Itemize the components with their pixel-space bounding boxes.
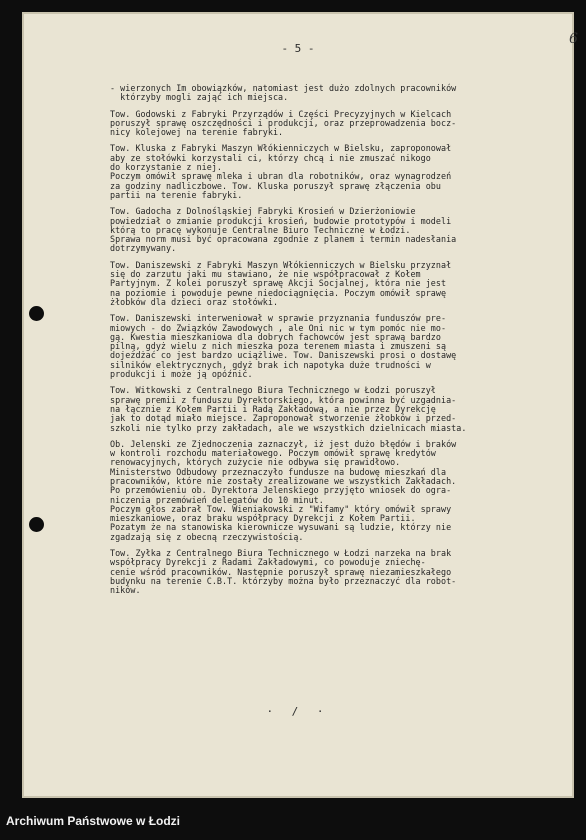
text-line: Ob. Jelenski ze Zjednoczenia zaznaczył, iż jest dużo błędów i braków <box>110 438 457 449</box>
page-number: - 5 - <box>281 42 315 55</box>
text-line: sprawę premii z funduszu Dyrektorskiego, która powinna być uzgadnia- <box>110 394 457 405</box>
end-mark: · / · <box>266 705 330 718</box>
text-line: renowacyjnych, których zużycie nie odbywa się prawidłowo. <box>110 457 401 468</box>
text-line: - wierzonych Im obowiązków, natomiast jest dużo zdolnych pracowników <box>110 83 457 93</box>
text-line: którą to pracę wykonuje Centralne Biuro Techniczne w Łodzi. <box>110 224 411 235</box>
document-body <box>110 84 586 603</box>
text-line: miowych - do Związków Zawodowych , ale Oni nic w tym pomóc nie mo- <box>110 322 447 333</box>
text-line: silników elektrycznych, gdyż brak ich napotyka duże trudności w <box>110 359 431 370</box>
paragraph <box>110 144 586 200</box>
text-line: Tow. Witkowski z Centralnego Biura Technicznego w Łodzi poruszył <box>110 385 436 396</box>
text-line: dojeżdżać co jest bardzo uciążliwe. Tow. Daniszewski prosi o dostawę <box>110 350 457 361</box>
text-line: Tow. Daniszewski interweniował w sprawie przyznania funduszów pre- <box>110 313 447 324</box>
paragraph <box>110 84 586 103</box>
text-line: Tow. Daniszewski z Fabryki Maszyn Włókienniczych w Bielsku przyznał <box>110 259 452 270</box>
text-line: Tow. Gadocha z Dolnośląskiej Fabryki Krosień w Dzierżoniowie <box>110 206 416 217</box>
text-line: Tow. Zyłka z Centralnego Biura Technicznego w Łodzi narzeka na brak <box>110 548 452 559</box>
paragraph <box>110 549 586 595</box>
text-line: pilną, gdyż wielu z nich mieszka poza terenem miasta i zmuszeni są <box>110 341 447 352</box>
text-line: pracowników, które nie zostały zrealizowane we wszystkich Zakładach. <box>110 475 457 486</box>
text-line: za godziny nadliczbowe. Tow. Kluska poruszył sprawę złączenia obu <box>110 180 441 191</box>
text-line: zgadzają się z obecną rzeczywistością. <box>110 531 304 542</box>
text-line: Poczym omówił sprawę mleka i ubran dla robotników, oraz wynagrodzeń <box>110 171 452 182</box>
text-line: Tow. Kluska z Fabryki Maszyn Włókienniczych w Bielsku, zaproponował <box>110 143 452 154</box>
paragraph <box>110 386 586 432</box>
document-page <box>22 12 578 798</box>
text-line: na poziomie i powoduje pewne niedociągnięcia. Poczym omówił sprawę <box>110 287 447 298</box>
paragraph <box>110 110 586 138</box>
text-line: Pozatym że na stanowiska kierownicze wysuwani są ludzie, którzy nie <box>110 522 452 533</box>
text-line: jak to dotąd miało miejsce. Zaproponował stworzenie żłobków i przed- <box>110 413 457 424</box>
text-line: nicy kolejowej na terenie fabryki. <box>110 127 284 138</box>
text-line: Ministerstwo Odbudowy przeznaczyło fundusze na budowę mieszkań dla <box>110 466 447 477</box>
text-line: partii na terenie fabryki. <box>110 189 243 200</box>
text-line: powiedział o zmianie produkcji krosień, budowie prototypów i modeli <box>110 215 452 226</box>
paragraph <box>110 314 586 379</box>
text-line: Partyjnym. Z kolei poruszył sprawę Akcji Socjalnej, która nie jest <box>110 278 447 289</box>
paragraph <box>110 261 586 307</box>
text-line: dotrzymywany. <box>110 243 177 254</box>
text-line: szkoli nie tylko przy zakładach, ale we wszystkich dzielnicach miasta. <box>110 422 467 433</box>
paragraph <box>110 207 586 253</box>
archive-footer <box>0 804 586 840</box>
text-line: produkcji i może ją opóźnić. <box>110 369 253 380</box>
text-line: którzyby mogli zająć ich miejsca. <box>110 92 289 103</box>
text-line: budynku na terenie C.B.T. którzyby można było przeznaczyć dla robot- <box>110 575 457 586</box>
archive-label: Archiwum Państwowe w Łodzi <box>6 814 181 828</box>
punch-hole <box>29 517 44 532</box>
text-line: współpracy Dyrekcji z Radami Zakładowymi, co powoduje zniechę- <box>110 557 426 568</box>
text-line: gą. Kwestia mieszkaniowa dla dobrych fachowców jest sprawą bardzo <box>110 331 441 342</box>
text-line: aby ze stołówki korzystali ci, którzy chcą i nie zmuszać nikogo <box>110 152 431 163</box>
text-line: w kontroli rozchodu materiałowego. Poczym omówił sprawę kredytów <box>110 448 436 459</box>
text-line: mieszkaniowe, oraz braku współpracy Dyrekcji z Kołem Partii. <box>110 513 416 524</box>
text-line: Sprawa norm musi być opracowana zgodnie z planem i termin nadesłania <box>110 234 457 245</box>
text-line: Poczym głos zabrał Tow. Wieniakowski z "Wifamy" który omówił sprawy <box>110 503 452 514</box>
text-line: na łącznie z Kołem Partii i Radą Zakładową, a nie przez Dyrekcję <box>110 403 436 414</box>
paragraph <box>110 440 586 542</box>
text-line: cenie wśród pracowników. Następnie poruszył sprawę niezamieszkałego <box>110 566 452 577</box>
handwritten-annotation: 6 <box>569 31 578 47</box>
text-line: poruszył sprawę oszczędności i produkcji, oraz przeprowadzenia bocz- <box>110 117 457 128</box>
punch-hole <box>29 306 44 321</box>
text-line: Tow. Godowski z Fabryki Przyrządów i Części Precyzyjnych w Kielcach <box>110 108 452 119</box>
text-line: żłobków dla dzieci oraz stołówki. <box>110 296 279 307</box>
text-line: ników. <box>110 585 141 596</box>
text-line: Po przemówieniu ob. Dyrektora Jelenskiego przyjęto wniosek do ogra- <box>110 485 452 496</box>
text-line: się do zarzutu jaki mu stawiano, że nie współpracował z Kołem <box>110 269 421 280</box>
text-line: niczenia przemówień delegatów do 10 minut. <box>110 494 324 505</box>
text-line: do korzystanie z niej. <box>110 162 223 173</box>
